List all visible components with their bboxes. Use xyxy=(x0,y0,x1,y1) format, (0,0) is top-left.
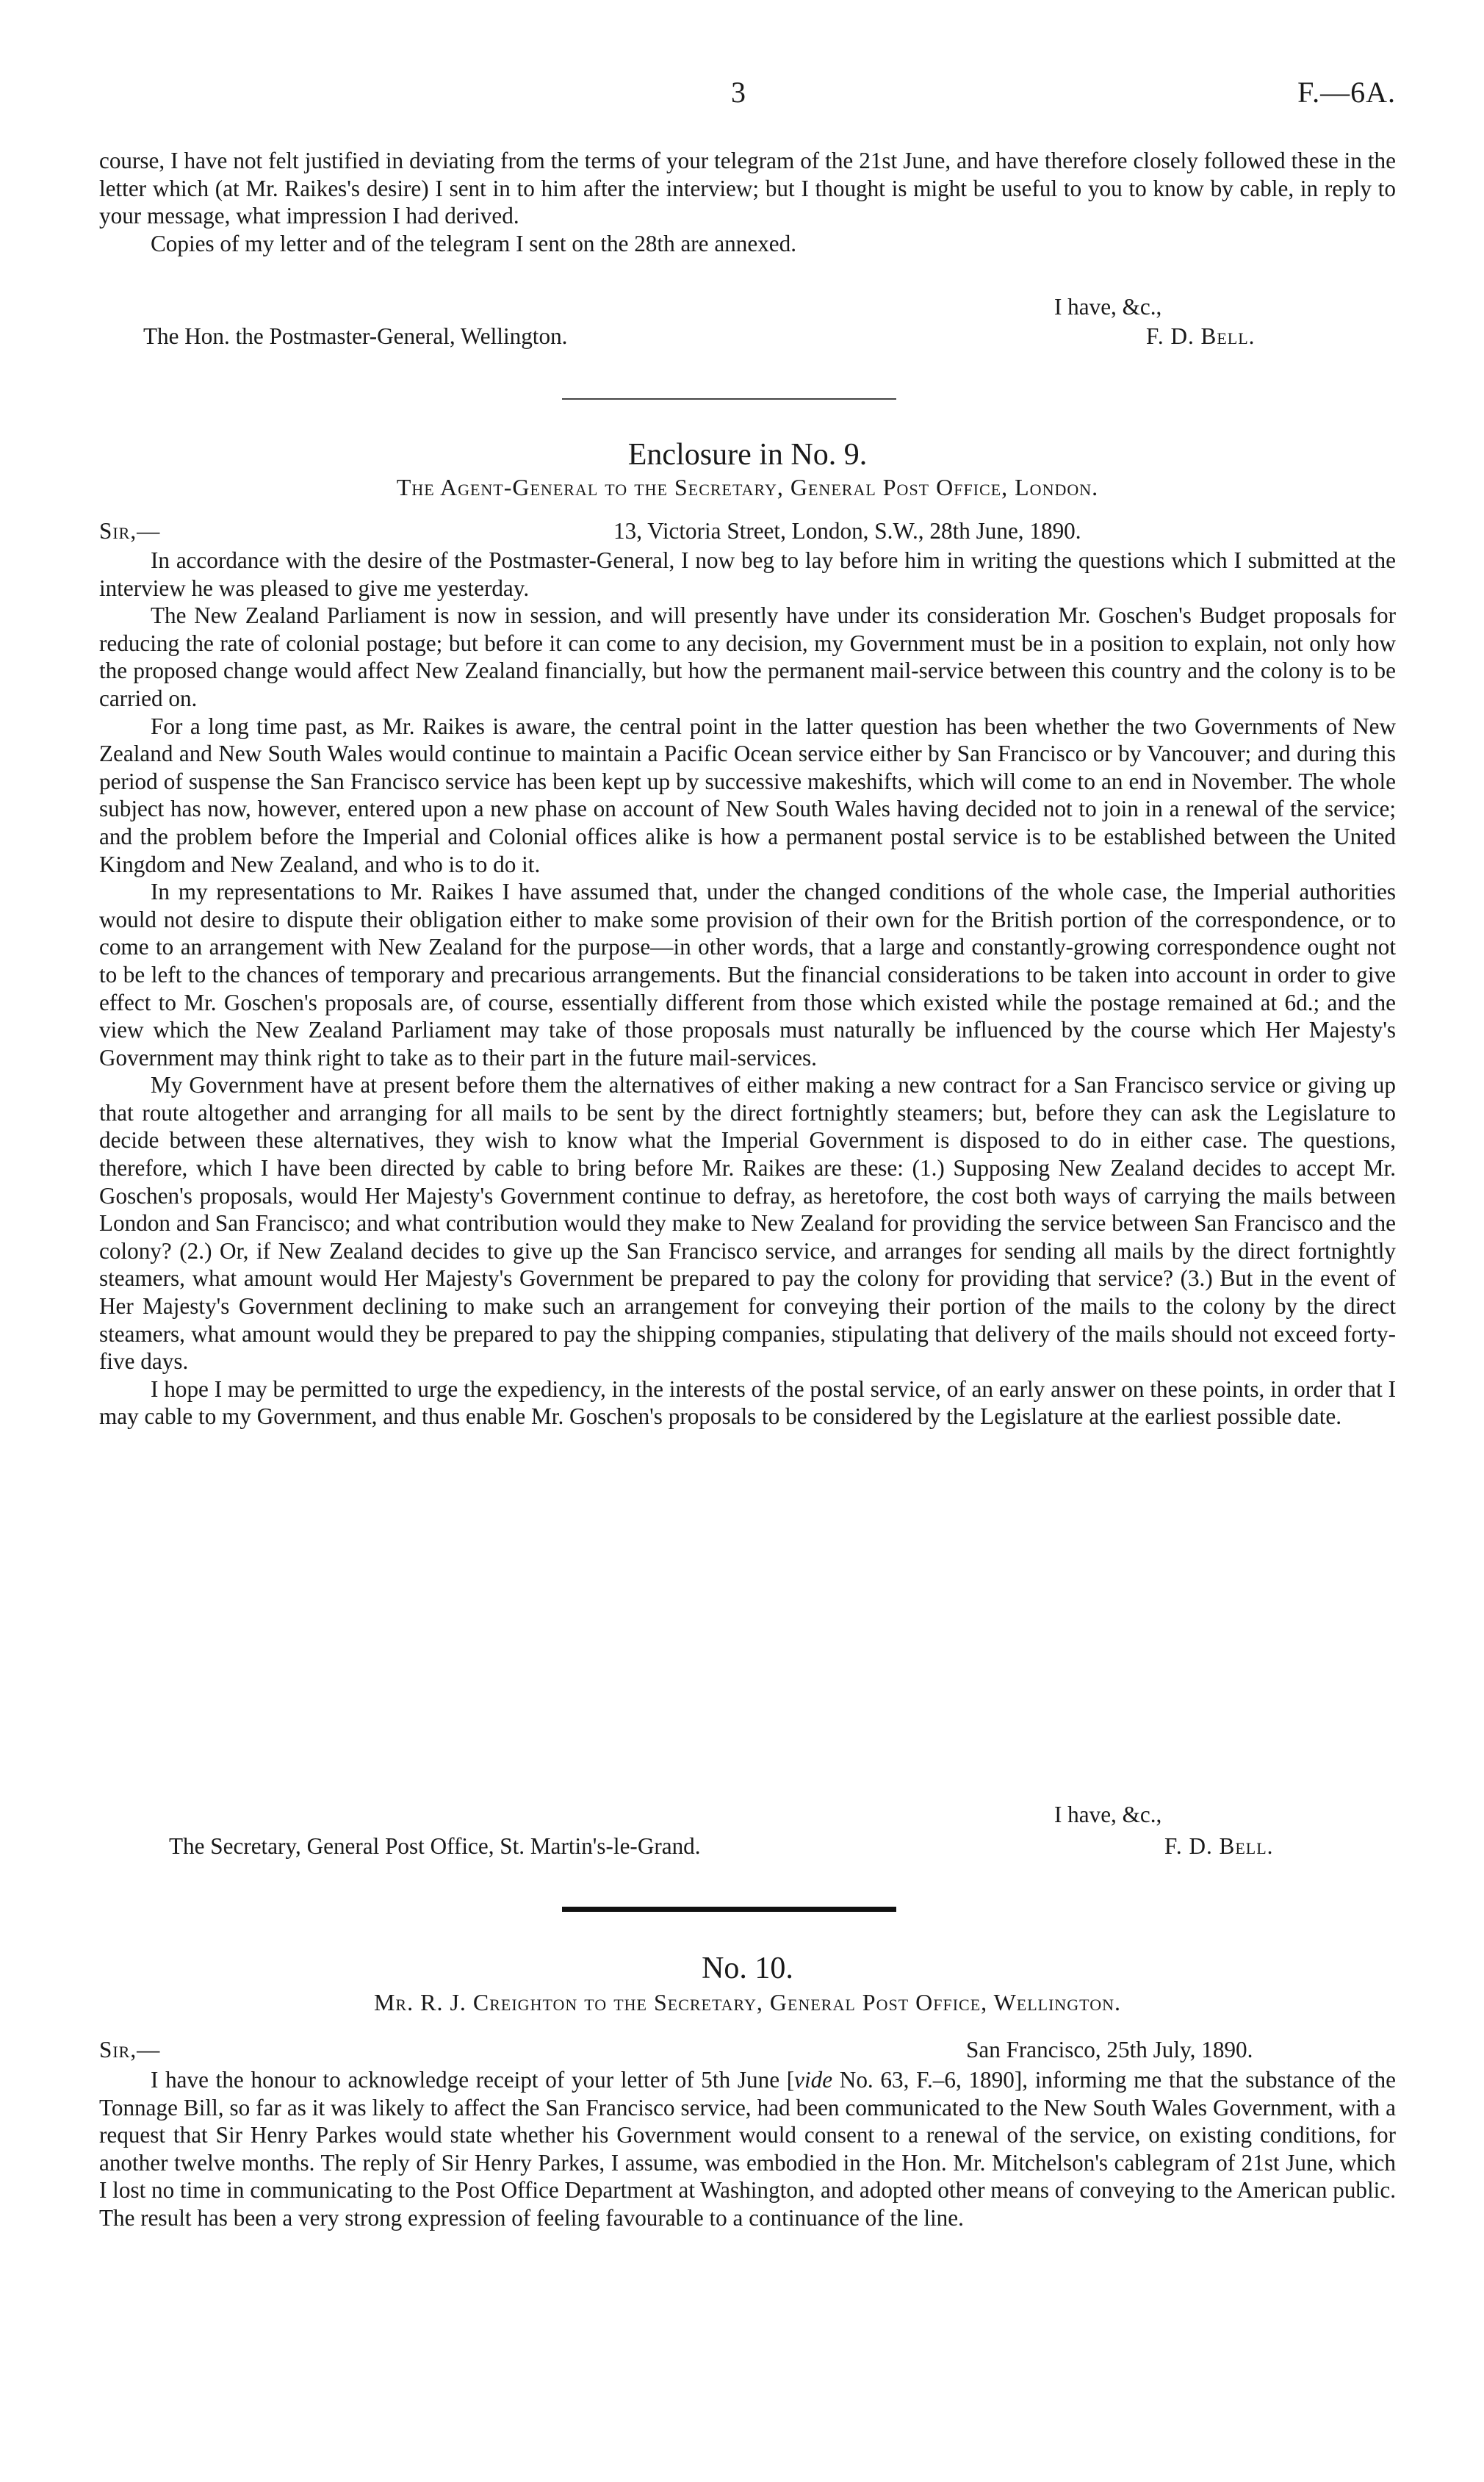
page-header xyxy=(99,75,1396,112)
opening-letter xyxy=(99,147,1396,257)
enclosure-heading: Enclosure in No. 9. xyxy=(627,438,868,472)
enclosure-address-date: 13, Victoria Street, London, S.W., 28th June, 1890. xyxy=(613,518,1081,544)
no10-section xyxy=(99,1951,1396,2016)
enclosure-paragraph-3: For a long time past, as Mr. Raikes is aware, the central point in the latter question has been whether the two Governments of New Zealand and New South Wales would continue to maintain a Pacific Ocean service either by San Francisco or by Vancouver; and during this period of suspense the San Francisco service has been kept up by successive makeshifts, which will come to an end in November. The whole subject has now, however, entered upon a new phase on account of New South Wales having decided not to join in a renewal of the service; and the problem before the Imperial and Colonial offices alike is how a permanent postal service is to be established between the United Kingdom and New Zealand, and who is to do it. xyxy=(99,713,1396,877)
enclosure-paragraph-6: I hope I may be permitted to urge the expediency, in the interests of the postal service, of an early answer on these points, in order that I may cable to my Government, and thus enable Mr. Goschen's proposals to be considered by the Legislature at the earliest possible date. xyxy=(99,1375,1396,1430)
no10-address-date: San Francisco, 25th July, 1890. xyxy=(966,2037,1253,2062)
enclosure-salutation: Sir,— xyxy=(99,518,161,544)
opening-signature: F. D. Bell. xyxy=(1146,323,1256,349)
enclosure-paragraph-5: My Government have at present before them the alternatives of either making a new contract for a San Francisco service or giving up that route altogether and arranging for all mails to be sent by the direct fortnightly steamers; but, before they can ask the Legislature to decide between these alternatives, they wish to know what the Imperial Government is disposed to do in either case. The questions, therefore, which I have been directed by cable to bring before Mr. Raikes are these: (1.) Supposing New Zealand decides to accept Mr. Goschen's proposals, would Her Majesty's Government continue to defray, as heretofore, the cost both ways of carrying the mails between London and San Francisco; and what contribution would they make to New Zealand for providing the service between San Francisco and the colony? (2.) Or, if New Zealand decides to give up the San Francisco service, and arranges for sending all mails by the direct fortnightly steamers, what amount would Her Majesty's Government be prepared to pay the colony for providing that service? (3.) But in the event of Her Majesty's Government declining to make such an arrangement for conveying their portion of the mails to the colony by the direct steamers, what amount would they be prepared to pay the shipping companies, stipulating that delivery of the mails should not exceed forty-five days. xyxy=(99,1072,1396,1375)
enclosure-signature: F. D. Bell. xyxy=(1164,1833,1274,1859)
section-divider-thick xyxy=(562,1907,896,1912)
enclosure-from-to: The Agent-General to the Secretary, General Post Office, London. xyxy=(396,474,1099,500)
enclosure-paragraph-1: In accordance with the desire of the Postmaster-General, I now beg to lay before him in writing the questions which I submitted at the interview he was pleased to give me yesterday. xyxy=(99,547,1396,601)
document-reference: F.—6A. xyxy=(1297,76,1396,109)
document-page xyxy=(99,0,1396,2482)
opening-paragraph: course, I have not felt justified in deviating from the terms of your telegram of the 21st June, and have therefore closely followed these in the letter which (at Mr. Raikes's desire) I sent in to him after the interview; but I thought is might be useful to you to know by cable, in reply to your message, what impression I had derived. xyxy=(99,148,1396,229)
no10-body xyxy=(99,2066,1396,2232)
opening-closing: I have, &c., xyxy=(1054,294,1162,320)
enclosure-body xyxy=(99,547,1396,1431)
no10-from-to: Mr. R. J. Creighton to the Secretary, General Post Office, Wellington. xyxy=(373,1989,1122,2015)
no10-paragraph xyxy=(99,2066,1396,2232)
opening-addressee: The Hon. the Postmaster-General, Wellington. xyxy=(143,323,568,349)
no10-vide: vide xyxy=(794,2067,833,2093)
enclosure-paragraph-4: In my representations to Mr. Raikes I have assumed that, under the changed conditions of the whole case, the Imperial authorities would not desire to dispute their obligation either to make some provision of their own for the British portion of the correspondence, or to come to an arrangement with New Zealand for the purpose—in other words, that a large and constantly-growing correspondence ought not to be left to the chances of temporary and precarious arrangements. But the financial considerations to be taken into account in order to give effect to Mr. Goschen's proposals are, of course, essentially different from those which existed while the postage remained at 6d.; and the view which the New Zealand Parliament may take of those proposals must naturally be influenced by the course which Her Majesty's Government may think right to take as to their part in the future mail-services. xyxy=(99,879,1396,1071)
no10-salutation: Sir,— xyxy=(99,2037,161,2062)
section-divider xyxy=(562,398,896,400)
enclosure-closing: I have, &c., xyxy=(1054,1802,1162,1827)
no10-heading: No. 10. xyxy=(702,1952,793,1985)
no10-text-b: No. 63, F.–6, 1890], informing me that the substance of the Tonnage Bill, so far as it was likely to affect the San Francisco service, had been communicated to the New South Wales Government, with a request that Sir Henry Parkes would state whether his Government would consent to a renewal of the service, on existing conditions, for another twelve months. The reply of Sir Henry Parkes, I assume, was embodied in the Hon. Mr. Mitchelson's cablegram of 21st June, which I lost no time in communicating to the Post Office Department at Washington, and adopted other means of conveying to the American public. The result has been a very strong expression of feeling favourable to a continuance of the line. xyxy=(99,2067,1396,2231)
enclosure-paragraph-2: The New Zealand Parliament is now in session, and will presently have under its consideration Mr. Goschen's Budget proposals for reducing the rate of colonial postage; but before it can come to any decision, my Government must be in a position to explain, not only how the proposed change would affect New Zealand financially, but how the permanent mail-service between this country and the colony is to be carried on. xyxy=(99,602,1396,711)
page-number: 3 xyxy=(731,76,746,109)
enclosure-addressee: The Secretary, General Post Office, St. Martin's-le-Grand. xyxy=(169,1833,701,1859)
enclosure-section xyxy=(99,437,1396,501)
copies-note: Copies of my letter and of the telegram I sent on the 28th are annexed. xyxy=(151,230,797,256)
no10-text-a: I have the honour to acknowledge receipt of your letter of 5th June [ xyxy=(151,2067,795,2093)
